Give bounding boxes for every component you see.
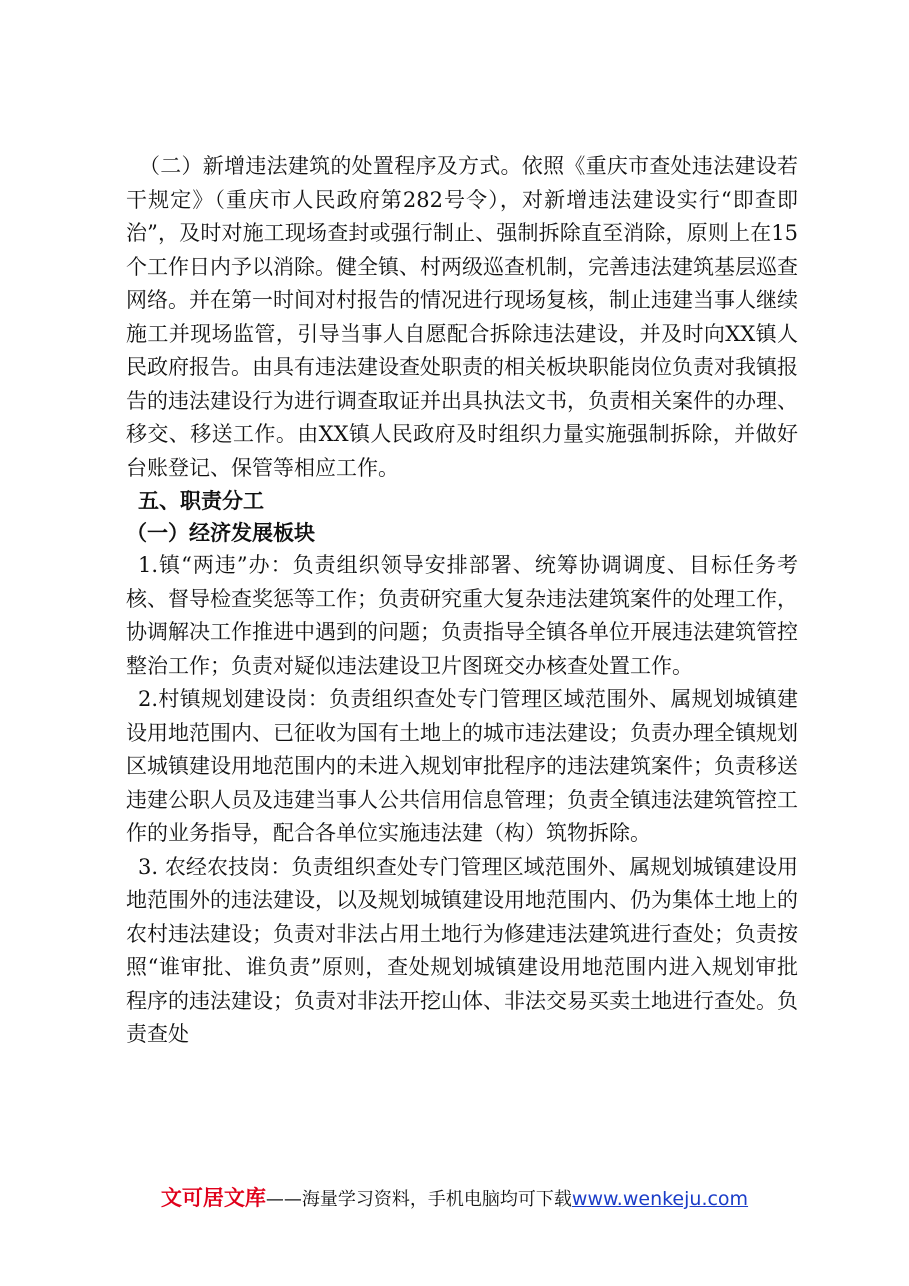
subsection-heading: （一）经济发展板块 <box>126 521 315 545</box>
paragraph-disposal-procedure: （二）新增违法建筑的处置程序及方式。依照《重庆市查处违法建设若干规定》（重庆市人民政府第282号令），对新增违法建设实行“即查即治”，及时对施工现场查封或强行制止、强制拆除直至消除，原则上在15个工作日内予以消除。健全镇、村两级巡查机制，完善违法建筑基层巡查网络。并在第一时间对村报告的情况进行现场复核，制止违建当事人继续施工并现场监管，引导当事人自愿配合拆除违法建设，并及时向XX镇人民政府报告。由具有违法建设查处职责的相关板块职能岗位负责对我镇报告的违法建设行为进行调查取证并出具执法文书，负责相关案件的办理、移交、移送工作。由XX镇人民政府及时组织力量实施强制拆除，并做好台账登记、保管等相应工作。 <box>126 154 798 480</box>
document-body <box>126 150 798 1052</box>
list-item: 3. 农经农技岗：负责组织查处专门管理区域范围外、属规划城镇建设用地范围外的违法建设，以及规划城镇建设用地范围内、仍为集体土地上的农村违法建设；负责对非法占用土地行为修建违法建筑进行查处；负责按照“谁审批、谁负责”原则，查处规划城镇建设用地范围内进入规划审批程序的违法建设；负责对非法开挖山体、非法交易买卖土地进行查处。负责查处 <box>126 854 798 1046</box>
list-item: 1.镇“两违”办：负责组织领导安排部署、统筹协调调度、目标任务考核、督导检查奖惩等工作；负责研究重大复杂违法建筑案件的处理工作，协调解决工作推进中遇到的问题；负责指导全镇各单位开展违法建筑管控整治工作；负责对疑似违法建设卫片图斑交办核查处置工作。 <box>126 553 798 678</box>
section-heading: 五、职责分工 <box>138 489 264 513</box>
footer-tagline: ——海量学习资料，手机电脑均可下载 <box>265 1189 572 1210</box>
list-item: 2.村镇规划建设岗：负责组织查处专门管理区域范围外、属规划城镇建设用地范围内、已征收为国有土地上的城市违法建设；负责办理全镇规划区城镇建设用地范围内的未进入规划审批程序的违法建筑案件；负责移送违建公职人员及违建当事人公共信用信息管理；负责全镇违法建筑管控工作的业务指导，配合各单位实施违法建（构）筑物拆除。 <box>126 687 798 845</box>
page-footer <box>0 1182 909 1212</box>
footer-website-link[interactable]: www.wenkeju.com <box>571 1188 749 1210</box>
footer-brand: 文可居文库 <box>160 1186 266 1210</box>
